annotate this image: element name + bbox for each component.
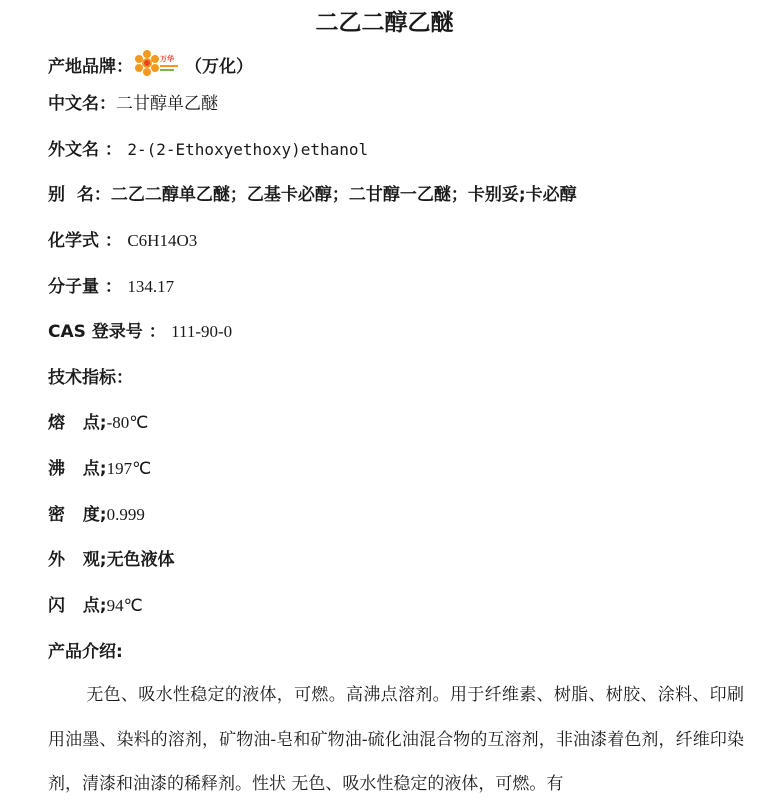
spec-boiling-value: 197℃ xyxy=(106,459,152,478)
cas-row xyxy=(48,320,232,344)
spec-heading: 技术指标： xyxy=(48,368,133,388)
formula-row xyxy=(48,229,197,253)
intro-heading: 产品介绍: xyxy=(48,642,123,662)
spec-density-row xyxy=(48,503,145,527)
en-name-label: 外文名 ： xyxy=(48,140,122,160)
spec-appearance-value: 无色液体 xyxy=(106,550,175,570)
alias-value: 二乙二醇单乙醚；乙基卡必醇；二甘醇一乙醚；卡别妥;卡必醇 xyxy=(110,185,577,205)
alias-row xyxy=(48,183,577,207)
brand-label: 产地品牌： xyxy=(48,57,133,77)
formula-label: 化学式 ： xyxy=(48,231,122,251)
spec-flash-value: 94℃ xyxy=(106,596,143,615)
intro-paragraph xyxy=(48,673,744,807)
cas-label: CAS 登录号 ： xyxy=(48,322,166,342)
spec-density-value: 0.999 xyxy=(106,505,145,524)
cn-name-label: 中文名： xyxy=(48,94,116,114)
mw-value: 134.17 xyxy=(127,277,175,296)
cn-name-row xyxy=(48,92,218,116)
spec-boiling-row xyxy=(48,457,151,481)
en-name-value: 2-(2-Ethoxyethoxy)ethanol xyxy=(127,140,369,159)
spec-density-label: 密 度; xyxy=(48,505,107,525)
formula-value: C6H14O3 xyxy=(127,231,198,250)
spec-melting-row xyxy=(48,411,148,435)
spec-flash-label: 闪 点; xyxy=(48,596,107,616)
intro-text: 无色、吸水性稳定的液体，可燃。高沸点溶剂。用于纤维素、树脂、树胶、涂料、印刷用油墨、染料的溶剂，矿物油-皂和矿物油-硫化油混合物的互溶剂，非油漆着色剂，纤维印染剂，清漆和油漆的稀释剂。性状 无色、吸水性稳定的液体，可燃。有 xyxy=(48,685,744,794)
spec-appearance-label: 外 观; xyxy=(48,550,107,570)
spec-melting-label: 熔 点; xyxy=(48,413,107,433)
spec-appearance-row xyxy=(48,548,175,572)
svg-text:万华: 万华 xyxy=(160,55,174,63)
brand-row xyxy=(48,52,253,82)
spec-boiling-label: 沸 点; xyxy=(48,459,107,479)
page-title: 二乙二醇乙醚 xyxy=(315,10,454,36)
mw-row xyxy=(48,275,174,299)
cn-name-value: 二甘醇单乙醚 xyxy=(116,94,218,114)
en-name-row xyxy=(48,138,368,162)
spec-melting-value: -80℃ xyxy=(106,413,149,432)
mw-label: 分子量 ： xyxy=(48,277,122,297)
spec-flash-row xyxy=(48,594,143,618)
cas-value: 111-90-0 xyxy=(171,322,233,341)
brand-logo xyxy=(135,49,181,79)
alias-label: 别 名： xyxy=(48,185,111,205)
brand-value: （万化） xyxy=(185,57,253,77)
